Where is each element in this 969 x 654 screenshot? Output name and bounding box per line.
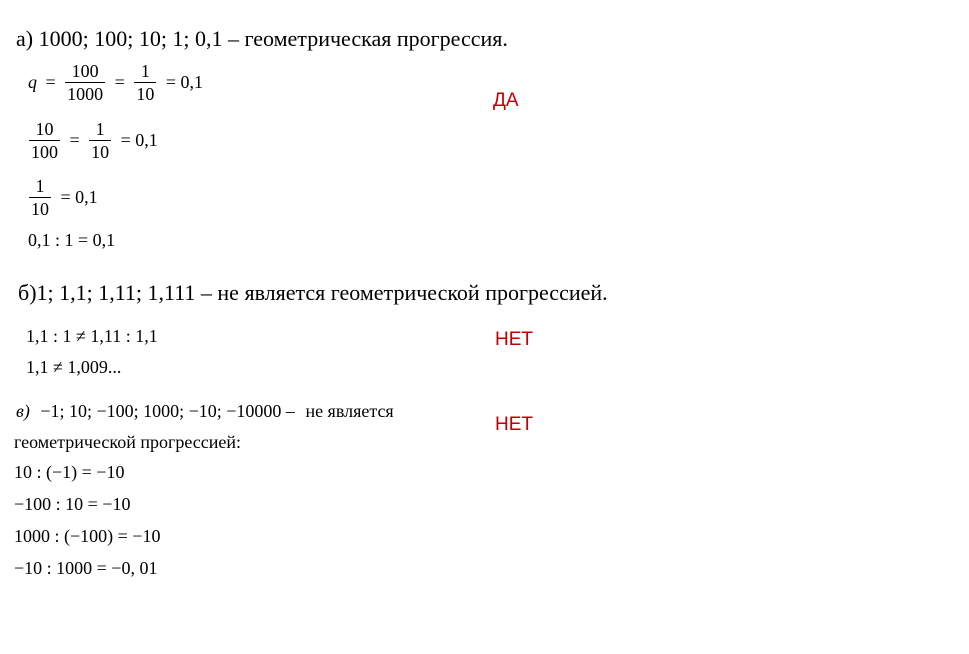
fraction-denominator: 10	[136, 84, 155, 104]
result-value: = 0,1	[120, 130, 158, 150]
equals-sign: =	[45, 72, 56, 92]
fraction-denominator: 10	[91, 142, 110, 162]
section-b-formula-1: 1,1 : 1 ≠ 1,11 : 1,1	[26, 326, 158, 346]
fraction-1-10	[89, 118, 111, 163]
fraction-denominator: 100	[31, 142, 58, 162]
section-c-label: в)	[16, 401, 30, 421]
fraction-denominator: 1000	[67, 84, 104, 104]
verdict-no-b: НЕТ	[495, 329, 533, 350]
section-c-calc-1: 10 : (−1) = −10	[14, 462, 125, 482]
fraction-numerator: 1	[134, 60, 156, 83]
fraction-numerator: 100	[65, 60, 105, 83]
section-a-formula-4: 0,1 : 1 = 0,1	[28, 230, 116, 250]
section-a-formula-2	[26, 118, 160, 163]
q-variable: q	[28, 72, 37, 92]
section-b-heading: б)1; 1,1; 1,11; 1,111 – не является геометрической прогрессией.	[18, 280, 608, 305]
result-value: = 0,1	[60, 187, 98, 207]
verdict-yes: ДА	[493, 90, 519, 111]
fraction-numerator: 10	[29, 118, 60, 141]
section-c-calc-4: −10 : 1000 = −0, 01	[14, 558, 158, 578]
section-c-calc-3: 1000 : (−100) = −10	[14, 526, 161, 546]
fraction-10-100	[29, 118, 60, 163]
equals-sign: =	[69, 130, 80, 150]
verdict-no-c: НЕТ	[495, 414, 533, 435]
section-a-heading: а) 1000; 100; 10; 1; 0,1 – геометрическая прогрессия.	[16, 26, 508, 51]
fraction-numerator: 1	[89, 118, 111, 141]
section-c-calc-2: −100 : 10 = −10	[14, 494, 131, 514]
section-c-heading	[16, 401, 394, 422]
section-c-not-is: не является	[305, 401, 394, 421]
fraction-100-1000	[65, 60, 105, 105]
section-a-formula-1	[26, 60, 205, 105]
result-value: = 0,1	[165, 72, 203, 92]
fraction-numerator: 1	[29, 175, 51, 198]
section-c-heading-line2: геометрической прогрессией:	[14, 432, 242, 452]
fraction-1-10	[134, 60, 156, 105]
equals-sign: =	[114, 72, 125, 92]
fraction-1-10	[29, 175, 51, 220]
section-a-formula-3	[26, 175, 100, 220]
section-c-sequence: −1; 10; −100; 1000; −10; −10000 –	[40, 401, 295, 421]
section-b-formula-2: 1,1 ≠ 1,009...	[26, 357, 122, 377]
fraction-denominator: 10	[31, 199, 49, 219]
